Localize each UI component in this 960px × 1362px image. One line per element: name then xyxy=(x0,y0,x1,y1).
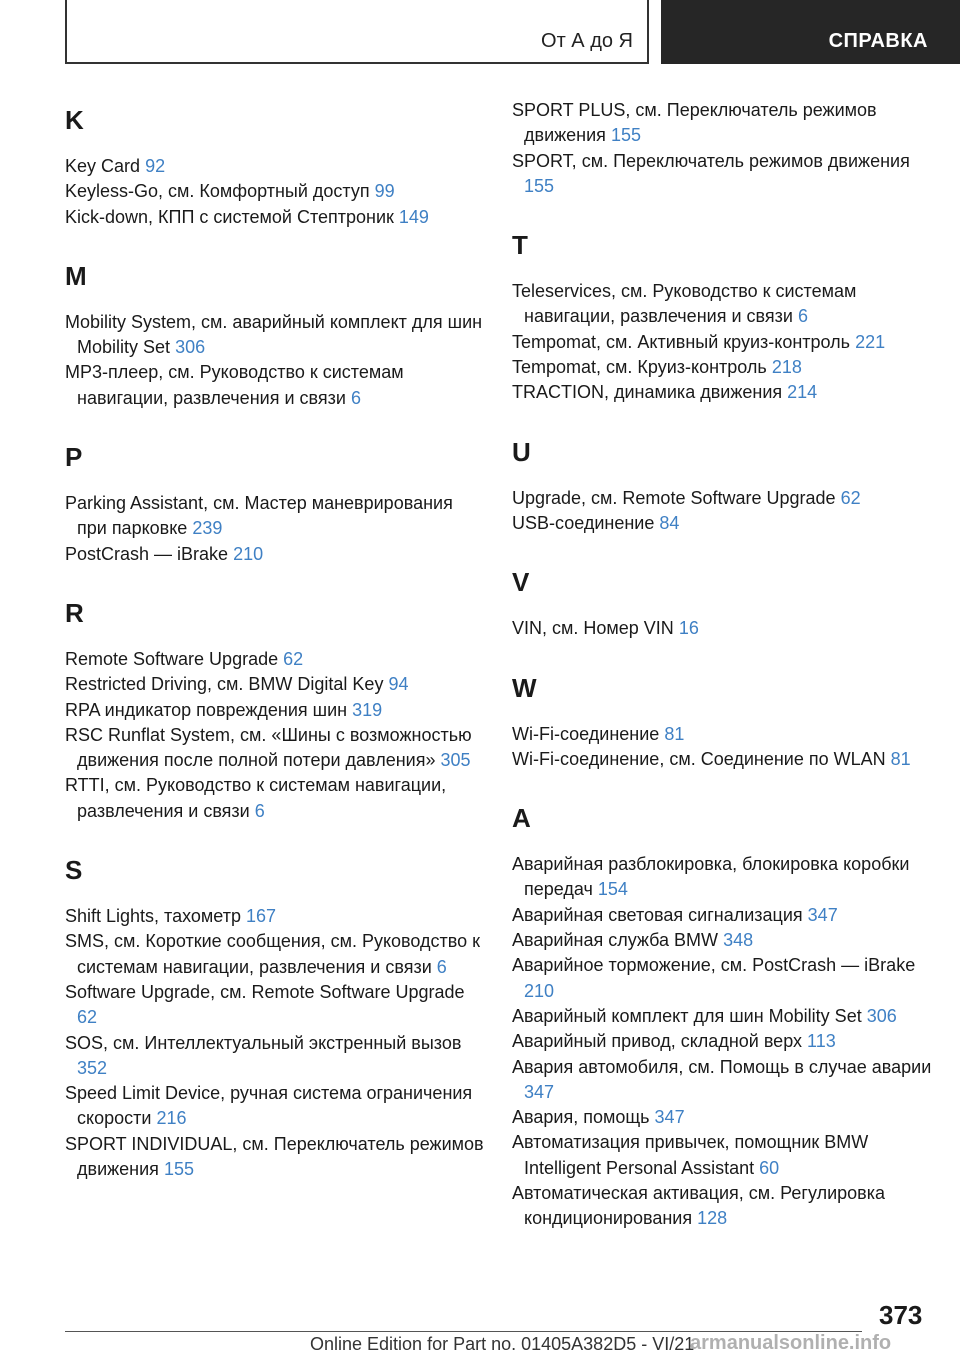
page-link[interactable]: 239 xyxy=(192,518,223,539)
index-group xyxy=(65,848,485,1182)
index-letter-heading: T xyxy=(512,230,528,261)
index-entry xyxy=(65,672,485,697)
index-letter-heading: K xyxy=(65,105,84,135)
index-entry-text: MP3-плеер, см. Руководство к системам навигации, развлечения и связи xyxy=(65,362,404,408)
index-entry-text: TRACTION, динамика движения xyxy=(512,382,783,403)
index-entry-text: SOS, см. Интеллектуальный экстренный вызов xyxy=(65,1032,462,1053)
header-section-box xyxy=(65,0,649,64)
page-link[interactable]: 155 xyxy=(524,175,555,196)
index-entry-text: Tempomat, см. Активный круиз-контроль xyxy=(512,331,851,352)
index-letter-heading: P xyxy=(65,442,83,473)
page-link[interactable]: 94 xyxy=(388,674,409,695)
index-entry-text: PostCrash — iBrake xyxy=(65,543,229,564)
index-entry xyxy=(512,903,932,928)
index-entry-text: RPA индикатор повреждения шин xyxy=(65,699,348,720)
index-entry xyxy=(65,698,485,723)
index-entry-text: Restricted Driving, см. BMW Digital Key xyxy=(65,674,384,695)
page-link[interactable]: 154 xyxy=(597,879,628,900)
index-entry xyxy=(65,647,485,672)
index-entry-text: Аварийный привод, складной верх xyxy=(512,1031,803,1052)
page-number: 373 xyxy=(879,1300,923,1330)
page-link[interactable]: 149 xyxy=(398,206,429,227)
index-entry-text: Авария, помощь xyxy=(512,1107,650,1128)
page-link[interactable]: 347 xyxy=(807,904,838,925)
index-group xyxy=(512,796,932,1231)
page-link[interactable]: 113 xyxy=(807,1031,836,1052)
page-link[interactable]: 305 xyxy=(440,750,471,771)
page-link[interactable]: 306 xyxy=(175,337,206,358)
index-entry-text: Speed Limit Device, ручная система ограничения скорости xyxy=(65,1083,473,1129)
page-link[interactable]: 60 xyxy=(759,1157,780,1178)
index-entry xyxy=(512,928,932,953)
page-link[interactable]: 92 xyxy=(145,156,166,176)
index-entry-text: Аварийная световая сигнализация xyxy=(512,904,803,925)
index-entry-text: SPORT PLUS, см. Переключатель режимов движения xyxy=(512,100,877,146)
page-link[interactable]: 6 xyxy=(254,800,265,821)
index-entry xyxy=(512,511,932,536)
index-entry-text: Аварийная служба BMW xyxy=(512,930,719,951)
page-link[interactable]: 214 xyxy=(787,382,818,403)
index-entry-text: Автоматическая активация, см. Регулировка кондиционирования xyxy=(512,1183,885,1229)
page-link[interactable]: 210 xyxy=(524,980,555,1001)
index-entry xyxy=(512,380,932,405)
page-link[interactable]: 218 xyxy=(771,357,802,378)
index-column-left xyxy=(65,98,485,1206)
page-link[interactable]: 167 xyxy=(245,906,277,927)
index-entry-text: Аварийное торможение, см. PostCrash — iBrake xyxy=(512,955,916,976)
index-entry xyxy=(65,904,485,929)
index-column-right xyxy=(512,98,932,1256)
index-entry xyxy=(512,722,932,747)
edition-label: Online Edition for Part no. 01405A382D5 - VI/21 xyxy=(310,1334,695,1354)
section-title: От А до Я xyxy=(541,30,633,52)
index-group xyxy=(65,254,485,411)
page-link[interactable]: 306 xyxy=(866,1005,897,1026)
page-link[interactable]: 99 xyxy=(374,181,395,202)
index-entry-text: RSC Runflat System, см. «Шины с возможностью движения после полной потери давления» xyxy=(65,724,472,771)
page-link[interactable]: 347 xyxy=(524,1081,555,1102)
page-link[interactable]: 216 xyxy=(156,1108,187,1129)
index-entry-text: Tempomat, см. Круиз-контроль xyxy=(512,357,767,378)
index-entry-text: Аварийный комплект для шин Mobility Set xyxy=(512,1005,862,1026)
page-link[interactable]: 348 xyxy=(723,930,754,951)
index-letter-heading: V xyxy=(512,567,530,598)
index-entry-text: SPORT INDIVIDUAL, см. Переключатель режимов движения xyxy=(65,1133,484,1180)
index-entry xyxy=(65,773,485,824)
page-link[interactable]: 16 xyxy=(678,618,699,639)
index-entry-text: SMS, см. Короткие сообщения, см. Руководство к системам навигации, развлечения и связи xyxy=(65,931,481,977)
index-group xyxy=(512,560,932,641)
page-link[interactable]: 319 xyxy=(352,699,383,720)
index-letter-heading: А xyxy=(512,803,531,834)
index-entry-text: USB-соединение xyxy=(512,512,655,533)
index-entry xyxy=(512,330,932,355)
index-entry-text: Shift Lights, тахометр xyxy=(65,906,241,927)
page-link[interactable]: 81 xyxy=(890,748,911,769)
index-letter-heading: M xyxy=(65,260,87,291)
index-group xyxy=(512,666,932,773)
index-letter-heading: U xyxy=(512,436,531,467)
index-entry xyxy=(65,1081,485,1132)
page-link[interactable]: 347 xyxy=(654,1107,685,1128)
index-entry xyxy=(65,310,485,361)
page-link[interactable]: 155 xyxy=(163,1159,194,1180)
page-link[interactable]: 6 xyxy=(797,306,808,327)
index-entry xyxy=(512,279,932,330)
index-entry-text: VIN, см. Номер VIN xyxy=(512,618,674,639)
page-link[interactable]: 6 xyxy=(350,387,361,408)
page-link[interactable]: 81 xyxy=(664,723,685,744)
index-entry xyxy=(65,980,485,1031)
page-link[interactable]: 221 xyxy=(855,331,886,352)
index-entry xyxy=(65,360,485,411)
index-entry-text: Wi-Fi-соединение, см. Соединение по WLAN xyxy=(512,748,886,769)
index-entry-text: Аварийная разблокировка, блокировка коробки передач xyxy=(512,854,910,900)
index-entry-text: Mobility System, см. аварийный комплект для шин Mobility Set xyxy=(65,311,483,358)
index-entry xyxy=(512,149,932,200)
index-entry xyxy=(512,1029,932,1054)
index-entry xyxy=(512,1004,932,1029)
index-entry xyxy=(65,205,485,230)
page-link[interactable]: 62 xyxy=(840,487,861,508)
index-group xyxy=(512,430,932,537)
index-entry-text: Software Upgrade, см. Remote Software Upgrade xyxy=(65,981,465,1002)
page-link[interactable]: 84 xyxy=(659,512,680,533)
index-entry xyxy=(512,1130,932,1181)
index-entry xyxy=(512,852,932,903)
index-entry-text: Авария автомобиля, см. Помощь в случае аварии xyxy=(512,1056,932,1077)
index-entry xyxy=(512,1105,932,1130)
page-link[interactable]: 128 xyxy=(697,1208,728,1229)
index-entry-text: Remote Software Upgrade xyxy=(65,648,279,669)
index-group xyxy=(65,98,485,230)
index-entry xyxy=(65,723,485,774)
index-letter-heading: R xyxy=(65,597,84,628)
index-entry xyxy=(65,929,485,980)
index-entry-text: Parking Assistant, см. Мастер маневрирования при парковке xyxy=(65,493,453,539)
index-entry xyxy=(512,355,932,380)
index-entry-text: Keyless-Go, см. Комфортный доступ xyxy=(65,181,370,202)
index-group xyxy=(65,435,485,567)
page-link[interactable]: 352 xyxy=(77,1057,108,1078)
index-entry xyxy=(512,1055,932,1106)
page-link[interactable]: 210 xyxy=(233,543,264,564)
index-entry-text: Автоматизация привычек, помощник BMW Intelligent Personal Assistant xyxy=(512,1132,869,1178)
index-group xyxy=(65,591,485,824)
index-entry xyxy=(65,1132,485,1183)
index-letter-heading: W xyxy=(512,672,537,703)
watermark: armanualsonline.info xyxy=(690,1332,892,1354)
index-entry xyxy=(512,486,932,511)
index-entry-text: Teleservices, см. Руководство к системам навигации, развлечения и связи xyxy=(512,281,857,327)
index-group xyxy=(512,223,932,405)
index-entry-text: SPORT, см. Переключатель режимов движения xyxy=(512,150,910,171)
index-letter-heading: S xyxy=(65,855,83,886)
index-entry-text: RTTI, см. Руководство к системам навигации, развлечения и связи xyxy=(65,775,447,821)
index-entry xyxy=(65,491,485,542)
index-entry xyxy=(65,542,485,567)
index-entry xyxy=(512,98,932,149)
index-entry-text: Upgrade, см. Remote Software Upgrade xyxy=(512,487,836,508)
page-link[interactable]: 155 xyxy=(610,125,641,146)
page-link[interactable]: 62 xyxy=(77,1007,98,1028)
index-entry xyxy=(65,179,485,204)
tab-reference[interactable] xyxy=(661,0,960,64)
index-group xyxy=(512,98,932,199)
index-entry xyxy=(512,616,932,641)
index-entry xyxy=(65,154,485,179)
index-entry-text: Wi-Fi-соединение xyxy=(512,723,660,744)
tab-reference-label: СПРАВКА xyxy=(828,30,928,52)
index-entry xyxy=(512,747,932,772)
index-entry xyxy=(512,953,932,1004)
index-entry xyxy=(512,1181,932,1232)
page-link[interactable]: 6 xyxy=(436,956,447,977)
page-link[interactable]: 62 xyxy=(283,648,304,669)
index-entry-text: Key Card xyxy=(65,156,141,176)
index-entry xyxy=(65,1031,485,1082)
index-entry-text: Kick-down, КПП с системой Стептроник xyxy=(65,206,394,227)
